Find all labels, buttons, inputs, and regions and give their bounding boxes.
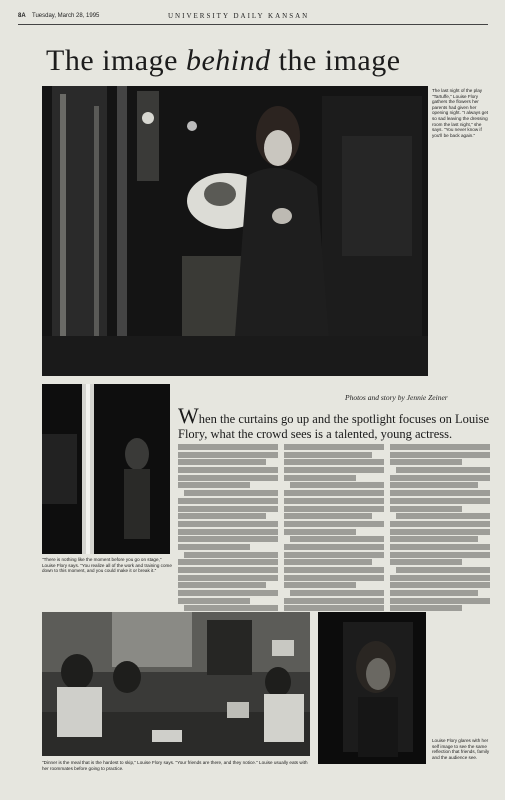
title-part-2: behind [185,44,271,77]
drop-cap: W [178,403,199,428]
title-part-3: the image [270,44,401,77]
mirror-photo-caption: Louise Flory glares with her self image to see the same reflection that friends, family and the audience see. [432,738,490,760]
lead-text: hen the curtains go up and the spotlight focuses on Louise Flory, what the crowd sees is a talented, young actress. [178,412,489,441]
page-title [46,44,401,78]
story-column-1 [178,444,278,618]
mirror-photo-graphic [318,612,426,764]
stage-photo [42,384,170,554]
stage-photo-caption: "There is nothing like the moment before you go on stage," Louise Flory says. "You realize all of the work and training come down to this moment, and you could make it or break it." [42,557,172,574]
title-part-1: The image [46,44,186,77]
page-header [18,10,488,25]
dressing-room-photo-graphic [42,86,428,376]
masthead: UNIVERSITY DAILY KANSAN [168,12,310,20]
backstage-photo-graphic [42,384,170,554]
dinner-photo-graphic [42,612,310,756]
dinner-photo-caption: "Dinner is the meal that is the hardest to skip," Louise Flory says. "Your friends are there, and they notice." Louise usually eats with her roommates before going to practice. [42,760,308,771]
main-photo-caption: The last night of the play "Tartuffe," Louise Flory gathers the flowers her parents had given her opening night. "I always get so sad leaving the dressing room the last night," she says. "You never know if you'll be back again." [432,88,489,138]
story-column-2 [284,444,384,618]
mirror-photo [318,612,426,764]
photo-credit: Photos and story by Jennie Zeiner [345,393,448,402]
story-column-3 [390,444,490,618]
page-number: 8A [18,13,26,19]
lead-paragraph [178,403,490,442]
main-photo [42,86,428,376]
dinner-photo [42,612,310,756]
issue-date: Tuesday, March 28, 1995 [32,13,100,19]
